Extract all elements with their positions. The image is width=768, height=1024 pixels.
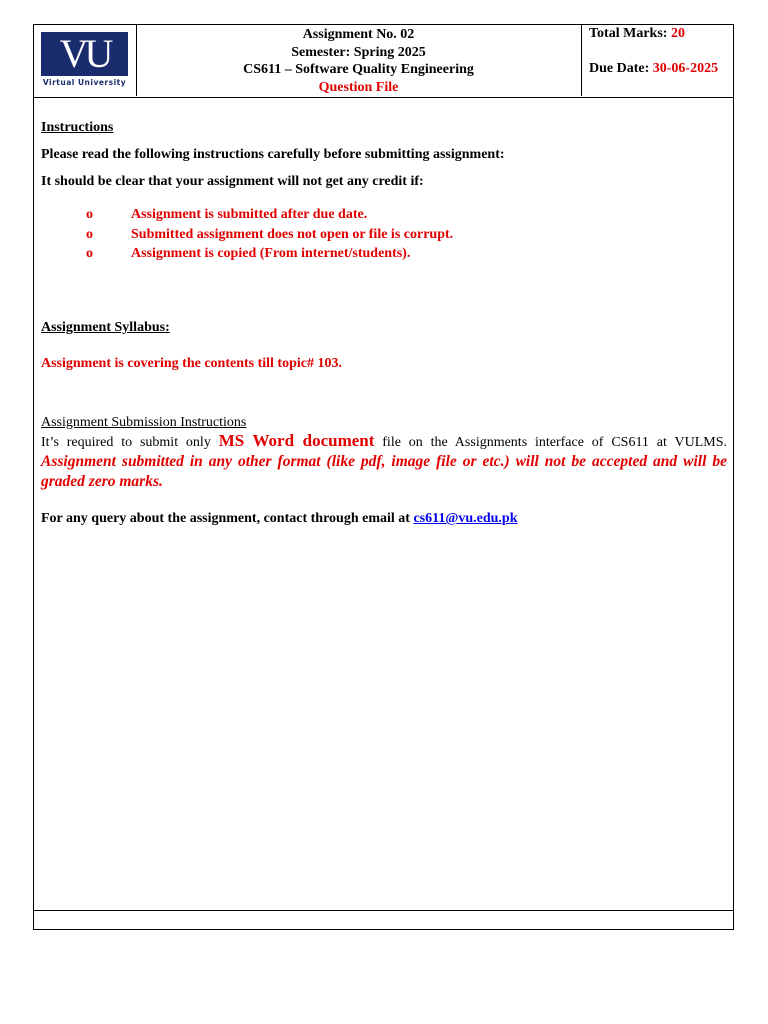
header-title-cell — [136, 25, 582, 96]
syllabus-text: Assignment is covering the contents till topic# 103. — [41, 356, 342, 371]
instructions-line-1: Please read the following instructions carefully before submitting assignment: — [41, 147, 505, 162]
bullet-text: Assignment is submitted after due date. — [131, 207, 368, 222]
contact-email-link[interactable]: cs611@vu.edu.pk — [413, 511, 518, 526]
submission-format: MS Word document — [218, 431, 375, 450]
assignment-number: Assignment No. 02 — [302, 27, 415, 42]
footer-divider — [34, 910, 733, 911]
contact-text: For any query about the assignment, contact through email at — [41, 511, 414, 526]
logo-cell — [34, 25, 137, 96]
vu-logo — [41, 32, 128, 88]
logo-caption: Virtual University — [42, 78, 127, 87]
submission-post: file on the Assignments interface of CS611 at VULMS. — [374, 435, 727, 450]
total-marks-value: 20 — [670, 26, 685, 41]
total-marks-label: Total Marks: — [589, 26, 671, 41]
syllabus-heading: Assignment Syllabus: — [41, 320, 170, 335]
instructions-heading: Instructions — [41, 120, 114, 135]
due-date-label: Due Date: — [589, 61, 653, 76]
logo-mark — [41, 32, 128, 76]
submission-instructions — [41, 431, 727, 492]
bullet-marker: o — [86, 226, 93, 242]
submission-warning: Assignment submitted in any other format (like pdf, image file or etc.) will not be accepted and will be graded zero marks. — [41, 453, 727, 490]
total-marks — [589, 26, 685, 42]
instructions-line-2: It should be clear that your assignment will not get any credit if: — [41, 174, 424, 189]
bullet-text: Submitted assignment does not open or file is corrupt. — [131, 226, 454, 242]
bullet-text: Assignment is copied (From internet/students). — [131, 246, 411, 261]
bullet-marker: o — [86, 246, 93, 261]
submission-pre: It’s required to submit only — [41, 435, 219, 450]
course-title: CS611 – Software Quality Engineering — [243, 62, 474, 77]
due-date — [589, 61, 718, 77]
submission-heading: Assignment Submission Instructions — [41, 415, 247, 430]
file-type: Question File — [318, 79, 399, 95]
bullet-marker: o — [86, 207, 93, 222]
due-date-value: 30-06-2025 — [652, 61, 719, 76]
header-table — [34, 25, 733, 98]
header-info-cell — [582, 25, 733, 96]
document-page — [33, 24, 734, 930]
logo-mark-text: VU — [59, 31, 110, 76]
contact-line — [41, 511, 518, 527]
semester: Semester: Spring 2025 — [291, 44, 426, 60]
